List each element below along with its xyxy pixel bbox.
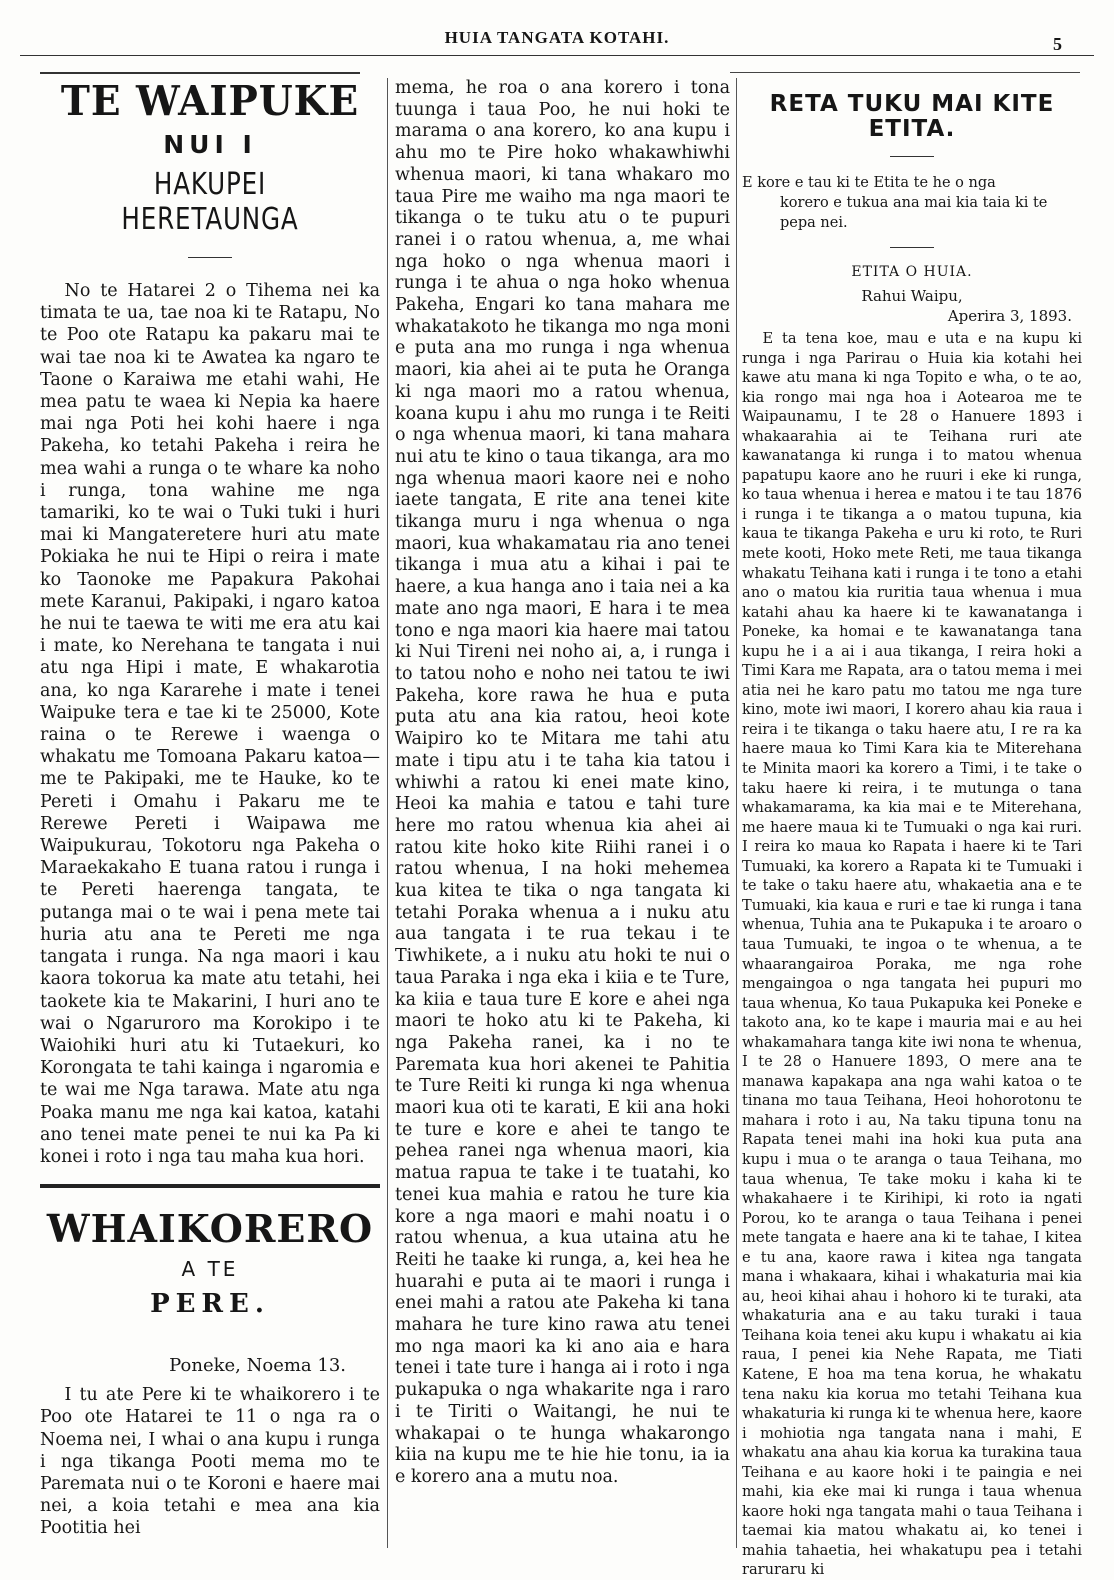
article1-title: TE WAIPUKE: [60, 77, 360, 125]
article1-body: [40, 280, 380, 1168]
letter-body: [742, 329, 1082, 1580]
letter-title: ETITA O HUIA.: [851, 264, 973, 280]
article1-subtitle2: HAKUPEI HERETAUNGA: [121, 167, 299, 237]
page-number: 5: [1053, 34, 1062, 54]
editor-note: [742, 173, 1082, 233]
divider-rule: [890, 156, 934, 157]
article2-subtitle: A TE: [181, 1257, 239, 1282]
divider-rule: [188, 257, 232, 258]
header-rule: [20, 55, 1094, 56]
column-3: [742, 78, 1082, 1579]
letter-place: Rahui Waipu,: [861, 287, 963, 305]
article2-title: WHAIKORERO: [46, 1206, 374, 1252]
article1-subtitle: NUI I: [163, 130, 257, 159]
column-divider: [736, 78, 737, 1548]
article1-paragraph: No te Hatarei 2 o Tihema nei ka timata te ua, tae noa ki te Ratapu, No te Poo ote Ratapu ka pakaru mai te wai tae noa ki te Awatea ka ngaro te Taone o Karaiwa me etahi wahi, He mea patu te waea ki Nepia ka haere mai nga Poti hei kohi haere i nga Pakeha, ko tetahi Pakeha i reira he mea wahi a runga o te whare ka noho i runga, tona wahine me nga tamariki, ko te wai o Tuki tuki i huri mai ki Mangateretere huri atu mate Pokiaka he nui te Hipi o reira i mate ko Taonoke me Papakura Pakohai mete Karanui, Pakipaki, i ngaro katoa he nui te taewa te witi me era atu kai i mate, ko Nerehana te tangata i nui atu nga Hipi i mate, E whakarotia ana, ko nga Kararehe i mate i tenei Waipuke tera e tae ki te 25000, Kote raina o te Rerewe i waenga o whakatu me Tomoana Pakaru katoa—me te Pakipaki, me te Hauke, ko te Pereti i Omahu i Pakaru me te Rerewe Pereti i Waipawa me Waipukurau, Tokotoru nga Pakeha o Maraekakaho E tuana ratou i runga i te Pereti haerenga tangata, te putanga mai o te wai i pena mete tai huria atu ana te Pereti me nga tangata i runga. Na nga maori i kau kaora tokorua ka mate atu tetahi, hei taokete kia te Makarini, I huri ano te wai o Ngaruroro ma Korokipo i te Waiohiki huri atu ki Tutaekuri, ko Korongata te tahi kainga i ngaromia e te wai me Nga tarawa. Mate atu nga Poaka manu me nga kai katoa, katahi ano tenei mate penei te nui ka Pa ki konei i roto i nga tau maha kua hori.: [40, 281, 380, 1167]
article2-paragraph-continued: mema, he roa o ana korero i tona tuunga i taua Poo, he nui hoki te marama o ana korero, ko ana kupu i ahu mo te Pire hoko whakawhiwhi whenua maori, ki tana whakaro mo taua Pire me waiho ma nga maori te tikanga o te tuku atu o te pupuri ranei i o ratou whenua, a, me whai nga hoko o nga whenua maori i runga i te ahua o nga hoko whenua Pakeha, Engari ko tana mahara me whakatakoto he tikanga mo nga moni e puta ana mo runga i nga whenua maori, kia ahei ai te puta he Oranga ki nga maori mo a ratou whenua, koana kupu i ahu mo runga i te Reiti o nga whenua maori, ki tana mahara nui atu te kino o taua tikanga, ara mo nga whenua maori kaore nei e noho iaete tangata, E rite ana tenei kite tikanga muru i nga whenua o nga maori, kua whakamatau ria ano tenei tikanga i mua atu a kihai i pai te haere, a kua hanga ano i taia nei a ka mate ano nga maori, E hara i te mea tono e nga maori kia haere mai tatou ki Nui Tireni nei noho ai, a, i runga i to tatou noho e noho nei tatou te iwi Pakeha, kore rawa he hua e puta puta atu ana kia ratou, heoi kote Waipiro ko te Mitara me tahi atu mate i tipu atu i te taha kia tatou i whiwhi a ratou ki enei mate kino, Heoi ka mahia e tatou e tahi ture here mo ratou whenua kia ahei ai ratou kite hoko kite Riihi ranei i o ratou whenua, I na hoki mehemea kua kitea te tika o nga tangata ki tetahi Poraka whenua a i nuku atu aua tangata i te rua tekau i te Tiwhikete, a i nuku atu hoki te nui o taua Paraka i nga eka i kiia e te Ture, ka kiia e taua ture E kore e ahei nga maori te hoko atu ki te Pakeha, ki nga Pakeha ranei, ka i no te Paremata kua hori akenei te Pahitia te Ture Reiti ki runga ki nga whenua maori kua oti te karati, E kii ana hoki te ture e kore e ahei te tango te pehea ranei nga whenua maori, kia matua rapua te take i te tuatahi, ko tenei kua mahia e ratou he ture kia kore a nga maori e mahi noatu i o ratou whenua, a kua utaina atu he Reiti he taake ki runga, a, kei hea he huarahi e puta ai te maori i runga i enei mahi a ratou ate Pakeha ki tana mahara he ture kino rawa atu tenei mo nga maori ka ki ano aia e hara tenei i tate ture i hanga ai i roto i nga pukapuka o nga whakarite nga i raro i te Tiriti o Waitangi, he nui te whakapai o te hunga whakarongo kiia na kupu me te hie hie tonu, ia ia e korero ana a mutu noa.: [395, 78, 730, 1487]
section-rule: [40, 1184, 380, 1188]
running-head: HUIA TANGATA KOTAHI.: [444, 28, 670, 47]
editor-note-line1: E kore e tau ki te Etita te he o nga: [742, 175, 996, 191]
article3-title: RETA TUKU MAI KITE ETITA.: [769, 91, 1055, 142]
letter-paragraph: E ta tena koe, mau e uta e na kupu ki runga i nga Parirau o Huia kia kotahi hei kawe atu mana ki nga Topito e wha, o te ao, kia rongo mai nga hoa i Aotearoa me te Waipaunamu, I te 28 o Hanuere 1893 i whakaarahia ai te Teihana ruri ate kawanatanga ki runga i to matou whenua papatupu kaore ano he ruuri i eke ki runga, ko taua whenua i herea e matou i te tau 1876 i runga i te tikanga a o matou tupuna, kia kaua te tikanga Pakeha e uru ki roto, te Ruri mete kooti, Hoko mete Reti, me taua tikanga whakatu Teihana kati i runga i te tono a etahi ano o matou kia ruritia taua whenua i mua katahi ahau ka haere ki te kawanatanga i Poneke, ka homai e te kawanatanga tana kupu he i a ai i aua tikanga, I reira hoki a Timi Kara me Rapata, ara o tatou mema i mei atia nei he karo patu mo tatou me nga ture kino, mote iwi maori, I korero ahau kia raua i reira i te tikanga o taku haere atu, I re ra ka haere maua ko Timi Kara kia te Miterehana te Minita maori ka korero a Timi, i te take o taku haere ki reira, i te mutunga o tana whakamarama, ka kia mai e te Miterehana, me haere maua ki te Tumuaki o nga kai ruri. I reira ko maua ko Rapata i haere ki te Tari Tumuaki, ka korero a Rapata ki te Tumuaki i te take o taku haere atu, whakaetia ana e te Tumuaki, kia kaua e ruri e tae ki runga i tana whenua, Tuhia ana te Pukapuka i te aroaro o taua Tumuaki, te ingoa o te whenua, a te whaarangairoa Poraka, me nga rohe mengaingoa o nga tangata hei pupuri mo taua whenua, Ko taua Pukapuka kei Poneke e takoto ana, ko te kape i mauria mai e au hei whakamahara tanga kite iwi nona te whenua, I te 28 o Hanuere 1893, O mere ana te manawa kapakapa ana nga wahi katoa o te tinana mo taua Teihana, Heoi hohorotonu te mahara i roto i au, Na taku tipuna tonu na Rapata tenei mahi ina hoki kua puta ana kupu i mua o te aranga o taua Teihana, mo taua whenua, Te take moku i kaha ki te whakahaere i te Kirihipi, ki roto ia ngati Porou, ko te aranga o taua Teihana i penei mete tangata e haere ana ki te tahae, I kitea e tu ana, kaore rawa i kitea nga tangata mana i whakaara, kihai i whakaturia mai kia au, heoi kihai ahau i hohoro ki te turaki, ata whakaturia ana e au taku turaki i taua Teihana koia tenei aku kupu i whakatu ai kia raua, I penei kia Nehe Rapata, me Tiati Katene, E hoa ma tena korua, he whakatu tena naku kia korua mo tetahi Teihana kua whakaturia ki runga ki te whenua here, kaore i mohiotia nga tangata nana i mahi, E whakatu ana ahau kia korua ka turakina taua Teihana e au kaore hoki i te paingia e nei mahi, kia eke mai ki runga i taua whenua kaore hoki nga tangata mahi o taua Teihana i taemai kia matou whakatu ai, ko tenei i mahia tahaetia, hei whakatupu pea i tetahi raruraru ki: [742, 330, 1082, 1579]
article2-dateline: Poneke, Noema 13.: [169, 1355, 346, 1377]
column-divider: [387, 78, 388, 1548]
article2-body-start: [40, 1384, 380, 1539]
article2-body-continued: [395, 78, 730, 1489]
header-rule-left: [40, 72, 360, 74]
article2-subtitle2: PERE.: [150, 1289, 270, 1320]
letter-date: Aperira 3, 1893.: [947, 307, 1072, 325]
editor-note-line2: korero e tukua ana mai kia taia ki te pepa nei.: [780, 195, 1048, 231]
divider-rule: [890, 247, 934, 248]
header-rule-right: [730, 72, 1080, 73]
article2-paragraph: I tu ate Pere ki te whaikorero i te Poo ote Hatarei te 11 o nga ra o Noema nei, I whai o ana kupu i runga i nga tikanga Pooti mema mo te Paremata nui o te Koroni e haere mai nei, a koia tetahi e mea ana kia Pootitia hei: [40, 1385, 380, 1539]
column-2: [395, 78, 730, 1548]
column-1: [40, 78, 380, 1548]
